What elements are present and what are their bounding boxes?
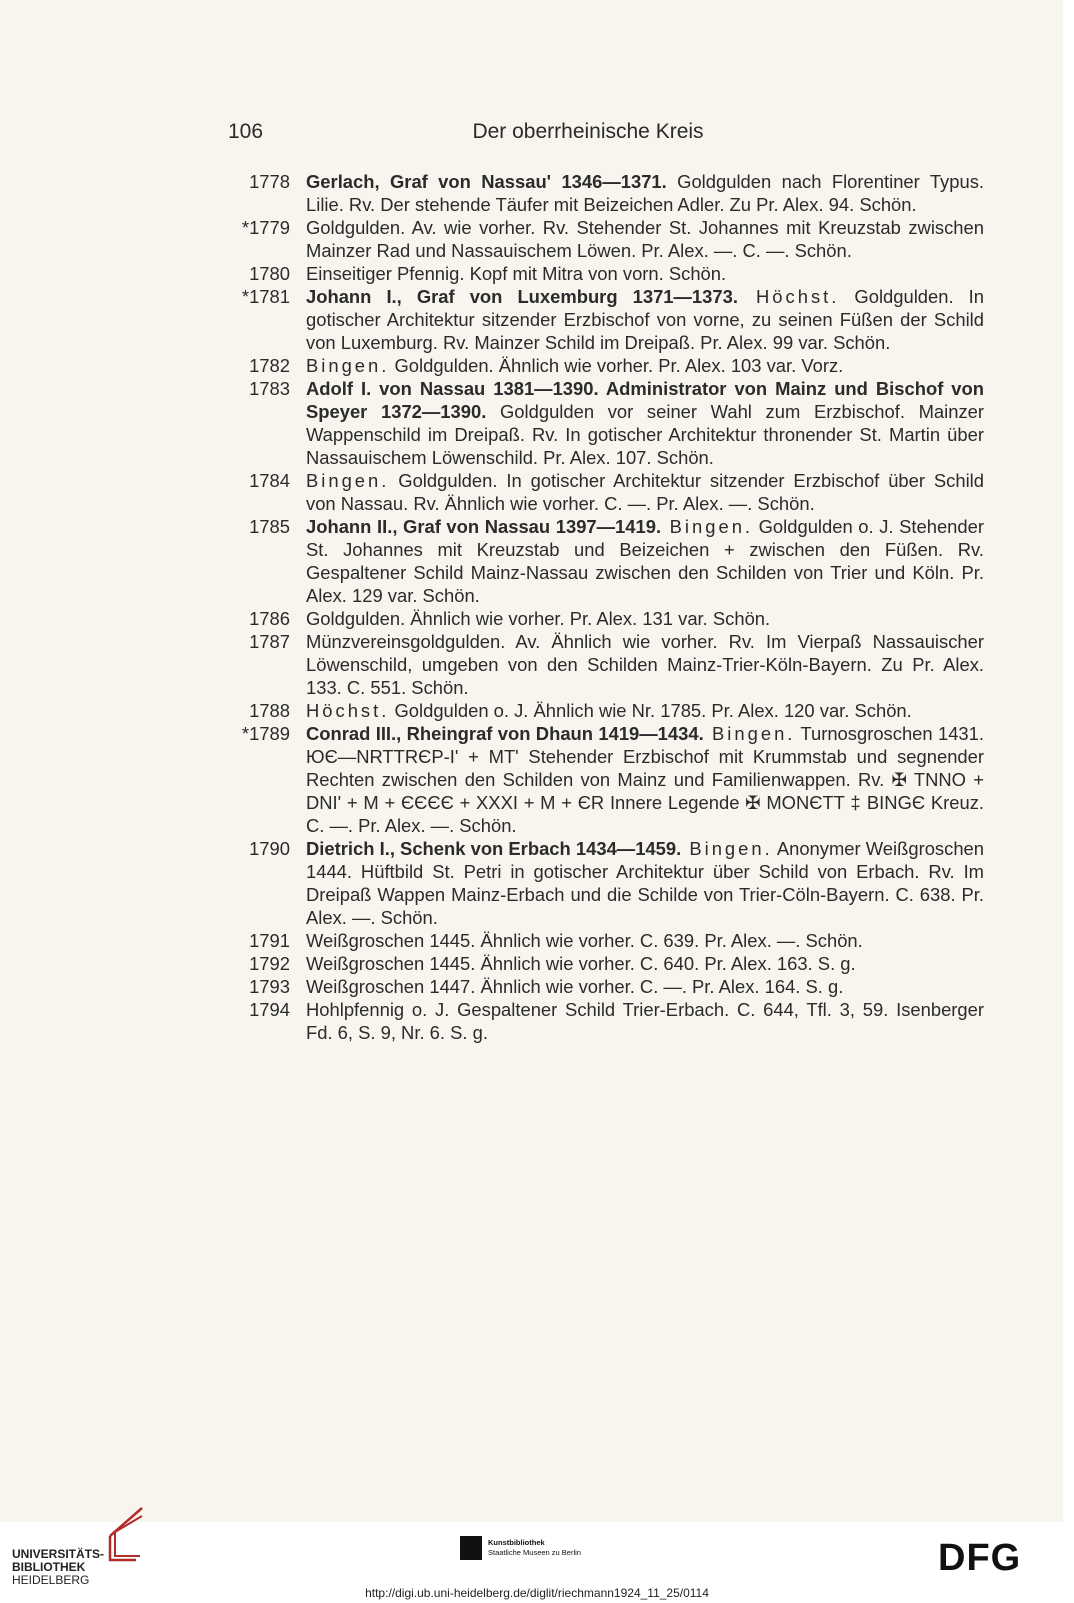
catalog-entry (228, 216, 984, 262)
catalog-entry (228, 998, 984, 1044)
entry-heading: Johann II., Graf von Nassau 1397—1419. (306, 516, 662, 537)
university-library-icon (106, 1502, 146, 1562)
kb-line: Kunstbibliothek (488, 1538, 545, 1547)
entry-number: 1793 (249, 976, 290, 997)
entry-description: Einseitiger Pfennig. Kopf mit Mitra von vorn. Schön. (306, 263, 727, 284)
entry-number: *1779 (241, 217, 290, 238)
entry-heading: Adolf I. von Nassau 1381—1390. Administrator von Mainz und Bischof von Speyer 1372—1390. (306, 378, 984, 422)
entry-description: Goldgulden. In gotischer Architektur sitzender Erzbischof von vorne, zu seinen Füßen der Schild von Luxemburg. Rv. Mainzer Schild im Dreipaß. Pr. Alex. 99 var. Schön. (306, 286, 984, 353)
catalog-entry (228, 469, 984, 515)
university-library-logo[interactable] (12, 1548, 104, 1587)
page-edge (1063, 0, 1074, 1522)
kunstbibliothek-logo[interactable] (488, 1538, 581, 1558)
entry-number: 1780 (249, 263, 290, 284)
entry-number: 1784 (249, 470, 290, 491)
entry-number: 1785 (249, 516, 290, 537)
entry-description: Weißgroschen 1445. Ähnlich wie vorher. C. 640. Pr. Alex. 163. S. g. (306, 953, 856, 974)
catalog-entry (228, 952, 984, 975)
entry-description: Goldgulden o. J. Stehender St. Johannes mit Kreuzstab und Beizeichen + zwischen den Füßen. Rv. Gespaltener Schild Mainz-Nassau zwischen den Schilden von Trier und Köln. Pr. Alex. 129 var. Schön. (306, 516, 984, 606)
entry-number: 1794 (249, 999, 290, 1020)
entry-number: 1787 (249, 631, 290, 652)
entry-number: 1792 (249, 953, 290, 974)
entry-description: Goldgulden vor seiner Wahl zum Erzbischof. Mainzer Wappenschild im Dreipaß. Rv. In gotischer Architektur thronender St. Martin über Nassauischem Löwenschild. Pr. Alex. 107. Schön. (306, 401, 984, 468)
catalog-entry (228, 722, 984, 837)
entry-number: 1786 (249, 608, 290, 629)
logo-line: BIBLIOTHEK (12, 1560, 86, 1574)
catalog-entry (228, 262, 984, 285)
entry-description: Goldgulden. Av. wie vorher. Rv. Stehender St. Johannes mit Kreuzstab zwischen Mainzer Rad und Nassauischem Löwen. Pr. Alex. —. C. —. Schön. (306, 217, 984, 261)
catalog-entry (228, 354, 984, 377)
entry-mint: Bingen. (306, 355, 390, 376)
catalog-entry (228, 515, 984, 607)
entry-mint: Bingen. (681, 838, 773, 859)
entry-mint: Bingen. (661, 516, 754, 537)
entry-description: Goldgulden. Ähnlich wie vorher. Pr. Alex. 131 var. Schön. (306, 608, 771, 629)
page-number: 106 (228, 120, 264, 143)
kb-line: Staatliche Museen zu Berlin (488, 1548, 581, 1557)
entry-mint: Höchst. (306, 700, 390, 721)
entry-mint: Bingen. (703, 723, 796, 744)
dfg-logo[interactable]: DFG (938, 1537, 1022, 1579)
catalog-entries (228, 170, 984, 1044)
entry-description: Goldgulden nach Florentiner Typus. Lilie. Rv. Der stehende Täufer mit Beizeichen Adler. Zu Pr. Alex. 94. Schön. (306, 171, 984, 215)
catalog-entry (228, 170, 984, 216)
logo-line: HEIDELBERG (12, 1573, 90, 1587)
entry-description: Goldgulden. Ähnlich wie vorher. Pr. Alex. 103 var. Vorz. (389, 355, 844, 376)
catalog-entry (228, 837, 984, 929)
entry-description: Goldgulden o. J. Ähnlich wie Nr. 1785. Pr. Alex. 120 var. Schön. (389, 700, 912, 721)
catalog-entry (228, 975, 984, 998)
entry-mint: Höchst. (737, 286, 840, 307)
catalog-entry (228, 607, 984, 630)
entry-heading: Gerlach, Graf von Nassau' 1346—1371. (306, 171, 667, 192)
catalog-entry (228, 699, 984, 722)
entry-description: Weißgroschen 1447. Ähnlich wie vorher. C. —. Pr. Alex. 164. S. g. (306, 976, 844, 997)
entry-mint: Bingen. (306, 470, 390, 491)
catalog-entry (228, 285, 984, 354)
entry-description: Anonymer Weißgroschen 1444. Hüftbild St. Petri in gotischer Architektur über Schild von Erbach. Rv. Im Dreipaß Wappen Mainz-Erbach und die Schilde von Trier-Cöln-Bayern. C. 638. Pr. Alex. —. Schön. (306, 838, 984, 928)
entry-description: Hohlpfennig o. J. Gespaltener Schild Trier-Erbach. C. 644, Tfl. 3, 59. Isenberger Fd. 6, S. 9, Nr. 6. S. g. (306, 999, 984, 1043)
entry-number: 1782 (249, 355, 290, 376)
entry-number: 1788 (249, 700, 290, 721)
entry-heading: Conrad III., Rheingraf von Dhaun 1419—1434. (306, 723, 704, 744)
permalink-url[interactable]: http://digi.ub.uni-heidelberg.de/diglit/riechmann1924_11_25/0114 (365, 1586, 709, 1600)
entry-number: *1789 (241, 723, 290, 744)
entry-description: Goldgulden. In gotischer Architektur sitzender Erzbischof über Schild von Nassau. Rv. Ähnlich wie vorher. C. —. Pr. Alex. —. Schön. (306, 470, 984, 514)
kunstbibliothek-icon (460, 1536, 482, 1560)
entry-number: 1783 (249, 378, 290, 399)
catalog-entry (228, 929, 984, 952)
catalog-entry (228, 630, 984, 699)
entry-heading: Johann I., Graf von Luxemburg 1371—1373. (306, 286, 738, 307)
entry-description: Weißgroschen 1445. Ähnlich wie vorher. C. 639. Pr. Alex. —. Schön. (306, 930, 863, 951)
entry-heading: Dietrich I., Schenk von Erbach 1434—1459. (306, 838, 682, 859)
entry-description: Turnosgroschen 1431. ЮЄ—NRTTRЄP-I' + MT' Stehender Erzbischof mit Krummstab und segnender Rechten zwischen den Schilden von Mainz und Familienwappen. Rv. ✠ TNNO + DNI' + M + ЄЄЄЄ + XXXI + M + ЄR Innere Legende ✠ MONЄTT ‡ BINGЄ Kreuz. C. —. Pr. Alex. —. Schön. (306, 723, 984, 836)
entry-number: *1781 (241, 286, 290, 307)
entry-number: 1790 (249, 838, 290, 859)
catalog-entry (228, 377, 984, 469)
entry-number: 1791 (249, 930, 290, 951)
entry-description: Münzvereinsgoldgulden. Av. Ähnlich wie vorher. Rv. Im Vierpaß Nassauischer Löwenschild, umgeben von den Schilden Mainz-Trier-Köln-Bayern. Zu Pr. Alex. 133. C. 551. Schön. (306, 631, 984, 698)
page-title: Der oberrheinische Kreis (472, 120, 704, 143)
entry-number: 1778 (249, 171, 290, 192)
logo-line: UNIVERSITÄTS- (12, 1547, 105, 1561)
